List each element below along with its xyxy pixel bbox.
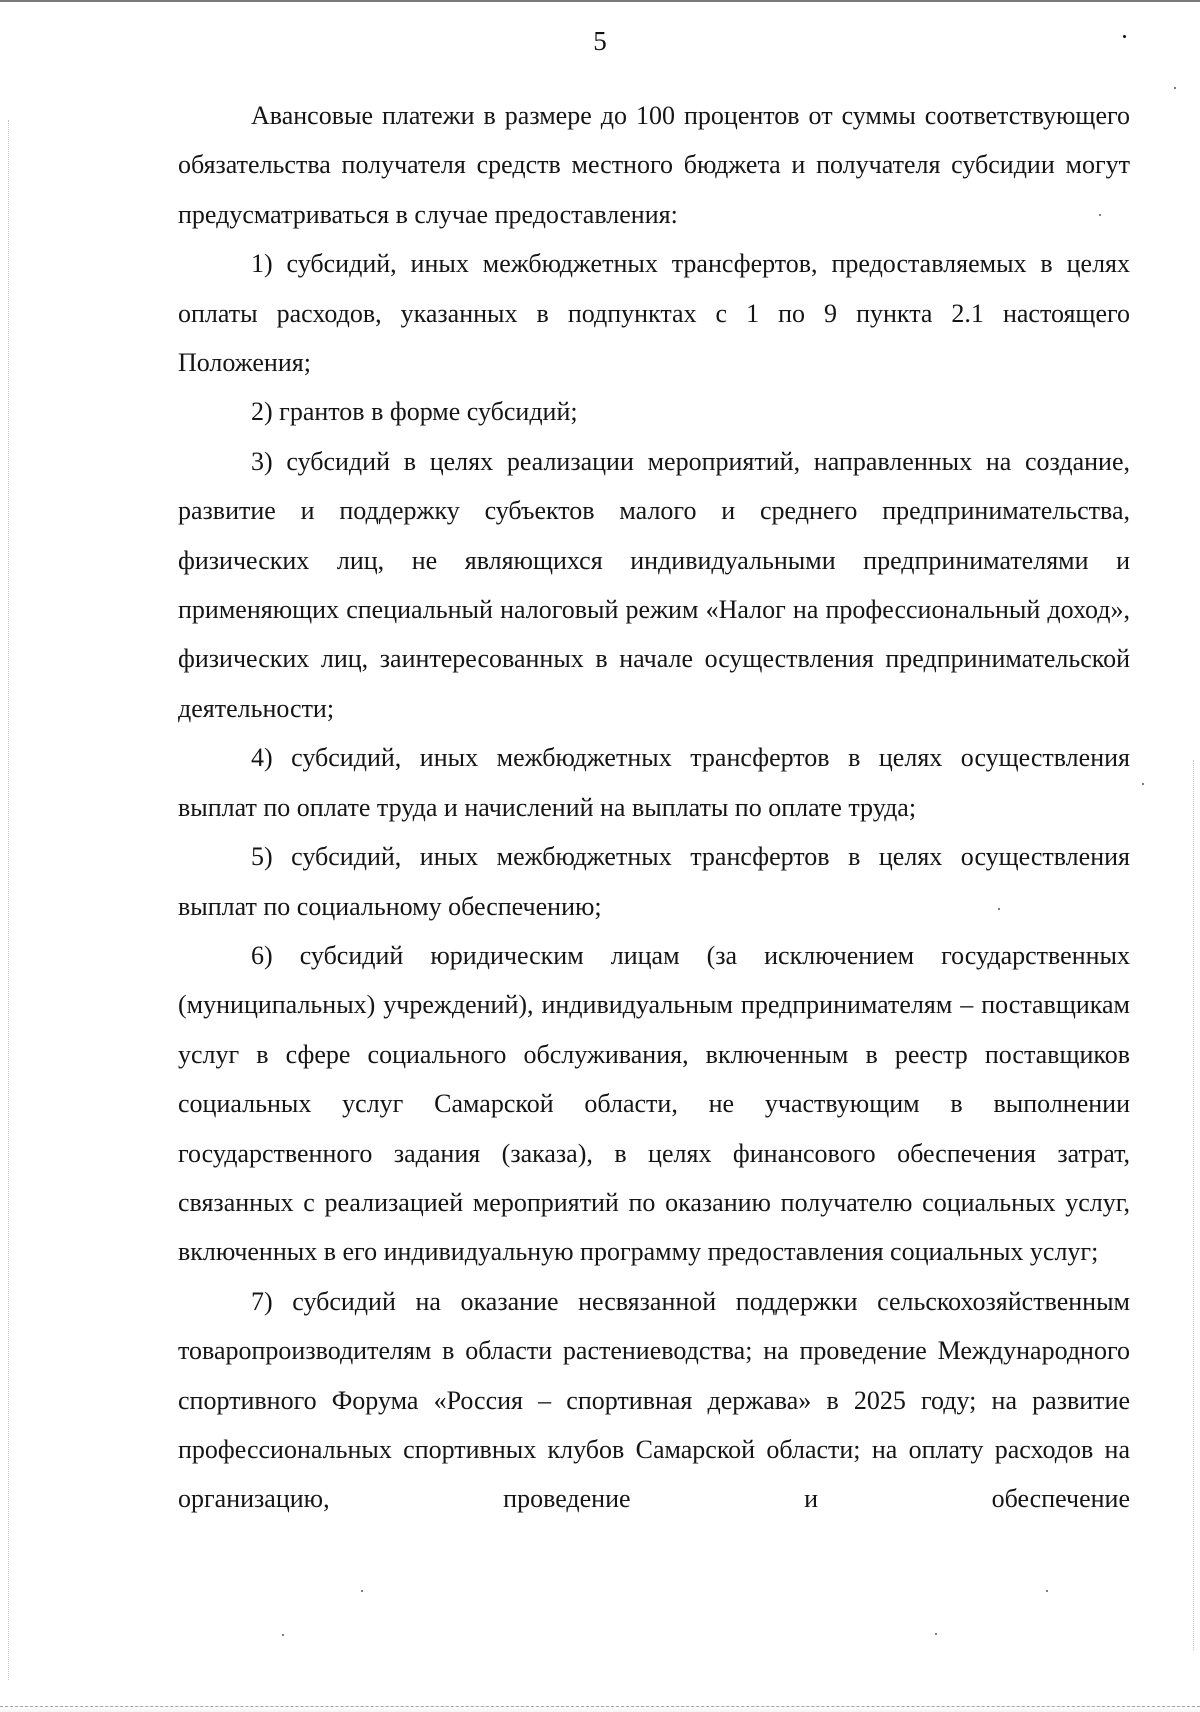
scan-speck: [1174, 87, 1176, 89]
paragraph-advance-payments: Авансовые платежи в размере до 100 процентов от суммы соответствующего обязательства получателя средств местного бюджета и получателя субсидии могут предусматриваться в случае предоставления:: [178, 101, 1130, 229]
scan-speck: [1046, 1590, 1048, 1592]
list-item-7: 7) субсидий на оказание несвязанной поддержки сельскохозяйственным товаропроизводителям в области растениеводства; на проведение Международного спортивного Форума «Россия – спортивная держава» в 2025 году; на развитие профессиональных спортивных клубов Самарской области; на оплату расходов на организацию, проведение и обеспечение: [178, 1286, 1130, 1514]
scan-top-edge: [0, 0, 1200, 2]
list-item-4: 4) субсидий, иных межбюджетных трансфертов в целях осуществления выплат по оплате труда и начислений на выплаты по оплате труда;: [178, 743, 1130, 822]
scan-speck: [935, 1633, 937, 1635]
scan-bottom-edge: [0, 1706, 1200, 1712]
scan-speck: [361, 1590, 363, 1592]
list-item-1: 1) субсидий, иных межбюджетных трансфертов, предоставляемых в целях оплаты расходов, указанных в подпунктах с 1 по 9 пункта 2.1 настоящего Положения;: [178, 249, 1130, 378]
document-body: [178, 91, 1130, 1524]
list-item-6: 6) субсидий юридическим лицам (за исключением государственных (муниципальных) учреждений), индивидуальным предпринимателям – поставщикам услуг в сфере социального обслуживания, включенным в реестр поставщиков социальных услуг Самарской области, не участвующим в выполнении государственного задания (заказа), в целях финансового обеспечения затрат, связанных с реализацией мероприятий по оказанию получателю социальных услуг, включенных в его индивидуальную программу предоставления социальных услуг;: [178, 940, 1130, 1267]
scan-speck: [1123, 35, 1126, 38]
list-item-5: 5) субсидий, иных межбюджетных трансфертов в целях осуществления выплат по социальному обеспечению;: [178, 842, 1130, 921]
list-item-2: 2) грантов в форме субсидий;: [251, 397, 578, 427]
scan-speck: [1142, 783, 1144, 785]
scan-speck: [282, 1634, 284, 1636]
scan-right-artifact: [1193, 760, 1195, 1650]
scan-left-artifact: [8, 120, 10, 1680]
list-item-3: 3) субсидий в целях реализации мероприятий, направленных на создание, развитие и поддержку субъектов малого и среднего предпринимательства, физических лиц, не являющихся индивидуальными предпринимателями и применяющих специальный налоговый режим «Налог на профессиональный доход», физических лиц, заинтересованных в начале осуществления предпринимательской деятельности;: [178, 446, 1130, 723]
page-number: 5: [593, 26, 607, 56]
